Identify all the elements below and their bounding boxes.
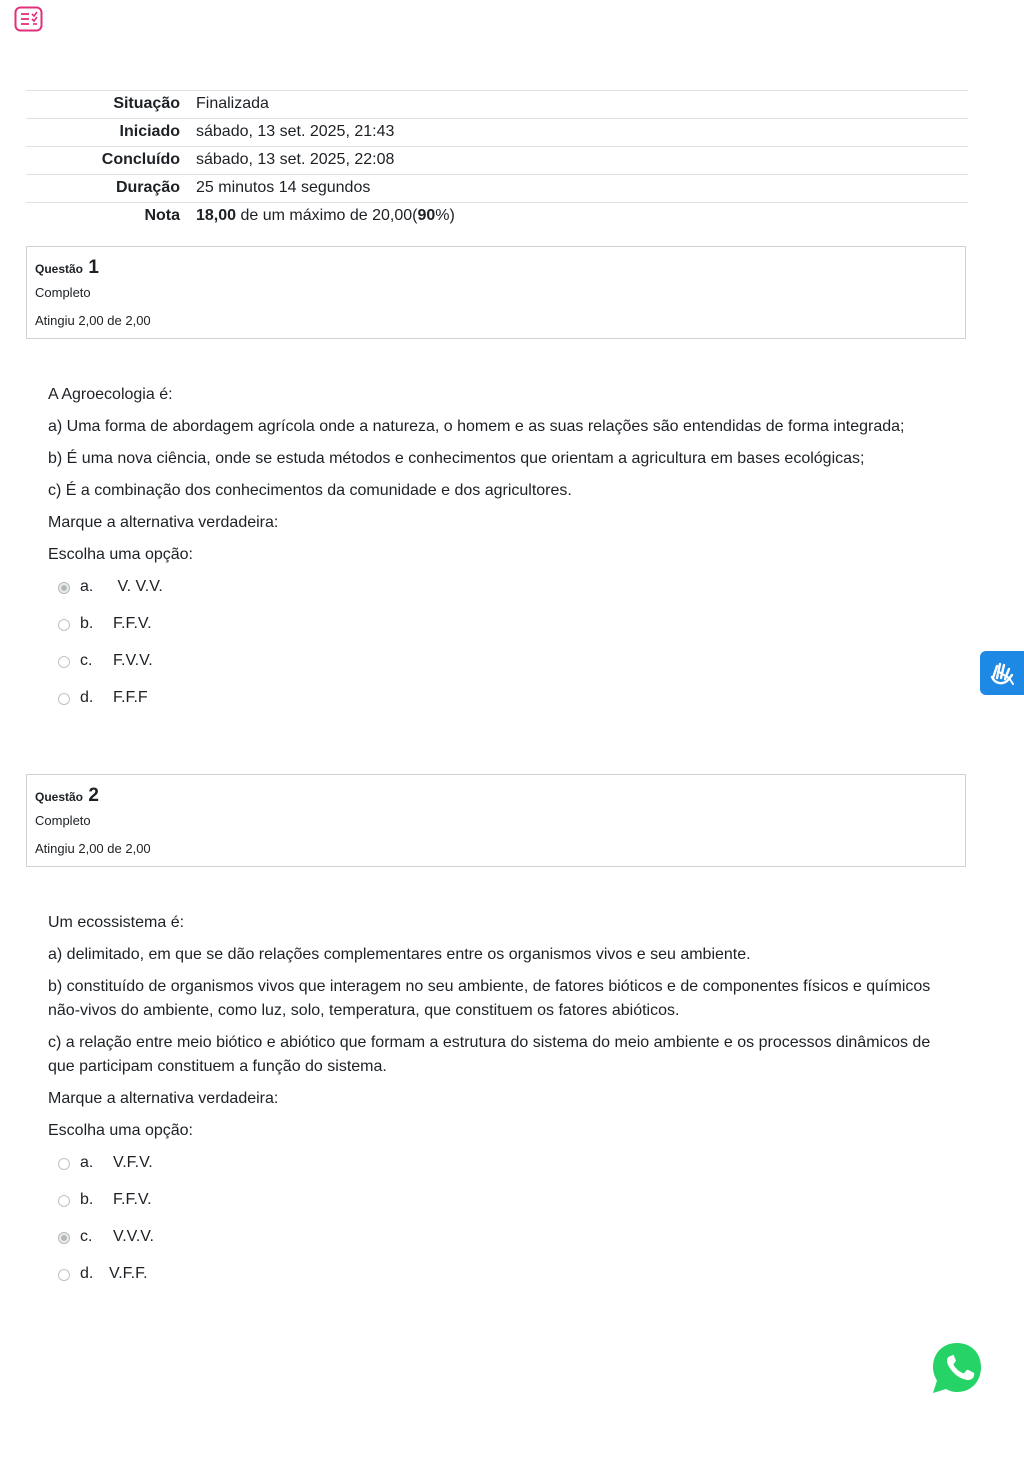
radio-button[interactable] xyxy=(58,619,70,631)
summary-label: Duração xyxy=(115,179,180,196)
summary-row-iniciado xyxy=(26,119,968,147)
question-text-line: Marque a alternativa verdadeira: xyxy=(48,514,279,531)
summary-label: Situação xyxy=(113,95,180,112)
whatsapp-button[interactable] xyxy=(930,1341,984,1395)
quiz-summary-table xyxy=(26,90,968,230)
radio-button[interactable] xyxy=(58,1158,70,1170)
answer-options xyxy=(48,1151,958,1299)
option-text: V.V.V. xyxy=(113,1228,154,1245)
answer-option-c[interactable] xyxy=(48,649,958,686)
radio-button[interactable] xyxy=(58,656,70,668)
question-text-line: Um ecossistema é: xyxy=(48,914,185,931)
choose-prompt: Escolha uma opção: xyxy=(48,1122,193,1139)
option-letter: d. xyxy=(80,1265,94,1282)
summary-row-situacao xyxy=(26,91,968,119)
radio-button[interactable] xyxy=(58,1232,70,1244)
question-2-content xyxy=(48,911,958,1299)
summary-row-concluido xyxy=(26,147,968,175)
summary-label: Nota xyxy=(144,207,180,224)
option-text: F.F.V. xyxy=(113,615,152,632)
question-text-line: c) É a combinação dos conhecimentos da comunidade e dos agricultores. xyxy=(48,482,572,499)
answer-option-a[interactable] xyxy=(48,575,958,612)
option-letter: c. xyxy=(80,652,93,669)
option-letter: c. xyxy=(80,1228,93,1245)
option-letter: d. xyxy=(80,689,94,706)
question-grade: Atingiu 2,00 de 2,00 xyxy=(35,313,151,328)
option-text: F.V.V. xyxy=(113,652,153,669)
radio-button[interactable] xyxy=(58,1269,70,1281)
quiz-list-icon[interactable] xyxy=(14,6,43,32)
answer-option-d[interactable] xyxy=(48,1262,958,1299)
summary-grade-value xyxy=(196,203,968,231)
question-text-line: Marque a alternativa verdadeira: xyxy=(48,1090,279,1107)
question-1-info xyxy=(26,246,966,339)
answer-options xyxy=(48,575,958,723)
option-letter: b. xyxy=(80,1191,94,1208)
question-state: Completo xyxy=(35,285,91,300)
question-text-line: b) É uma nova ciência, onde se estuda métodos e conhecimentos que orientam a agricultura em bases ecológicas; xyxy=(48,450,865,467)
summary-value: Finalizada xyxy=(196,95,269,112)
question-text-line: a) delimitado, em que se dão relações complementares entre os organismos vivos e seu ambiente. xyxy=(48,946,751,963)
question-number: 2 xyxy=(88,785,99,806)
answer-option-d[interactable] xyxy=(48,686,958,723)
summary-value: 25 minutos 14 segundos xyxy=(196,179,371,196)
choose-prompt: Escolha uma opção: xyxy=(48,546,193,563)
summary-row-nota xyxy=(26,203,968,231)
option-letter: b. xyxy=(80,615,94,632)
question-label: Questão xyxy=(35,262,84,276)
question-number: 1 xyxy=(88,257,99,278)
grade-end: %) xyxy=(435,207,455,224)
question-title xyxy=(35,257,957,279)
summary-label: Iniciado xyxy=(119,123,180,140)
option-text: F.F.V. xyxy=(113,1191,152,1208)
grade-percent: 90 xyxy=(417,207,436,224)
radio-button[interactable] xyxy=(58,693,70,705)
question-2-info xyxy=(26,774,966,867)
grade-mid: de um máximo de 20,00( xyxy=(236,207,418,224)
option-text: V.F.V. xyxy=(113,1154,153,1171)
question-text-line: b) constituído de organismos vivos que interagem no seu ambiente, de fatores bióticos e de componentes físicos e químicos não-vivos do ambiente, como luz, solo, temperatura, que constituem os fatores abióticos. xyxy=(48,978,931,1019)
question-title xyxy=(35,785,957,807)
radio-button[interactable] xyxy=(58,1195,70,1207)
question-grade: Atingiu 2,00 de 2,00 xyxy=(35,841,151,856)
grade-score: 18,00 xyxy=(196,207,237,224)
option-text: V. V.V. xyxy=(113,578,163,595)
answer-option-a[interactable] xyxy=(48,1151,958,1188)
sign-language-icon xyxy=(987,658,1017,688)
answer-option-b[interactable] xyxy=(48,612,958,649)
question-text-line: A Agroecologia é: xyxy=(48,386,173,403)
radio-button[interactable] xyxy=(58,582,70,594)
summary-label: Concluído xyxy=(101,151,180,168)
sign-language-button[interactable] xyxy=(980,651,1024,695)
question-state: Completo xyxy=(35,813,91,828)
option-text: V.F.F. xyxy=(109,1265,148,1282)
question-text-line: a) Uma forma de abordagem agrícola onde a natureza, o homem e as suas relações são entendidas de forma integrada; xyxy=(48,418,905,435)
summary-value: sábado, 13 set. 2025, 22:08 xyxy=(196,151,395,168)
summary-row-duracao xyxy=(26,175,968,203)
answer-option-b[interactable] xyxy=(48,1188,958,1225)
answer-option-c[interactable] xyxy=(48,1225,958,1262)
option-letter: a. xyxy=(80,578,94,595)
option-text: F.F.F xyxy=(113,689,148,706)
question-text-line: c) a relação entre meio biótico e abiótico que formam a estrutura do sistema do meio ambiente e os processos dinâmicos de que participam constituem a função do sistema. xyxy=(48,1034,931,1075)
question-label: Questão xyxy=(35,790,84,804)
whatsapp-icon xyxy=(930,1341,984,1395)
option-letter: a. xyxy=(80,1154,94,1171)
summary-value: sábado, 13 set. 2025, 21:43 xyxy=(196,123,395,140)
question-1-content xyxy=(48,383,958,723)
